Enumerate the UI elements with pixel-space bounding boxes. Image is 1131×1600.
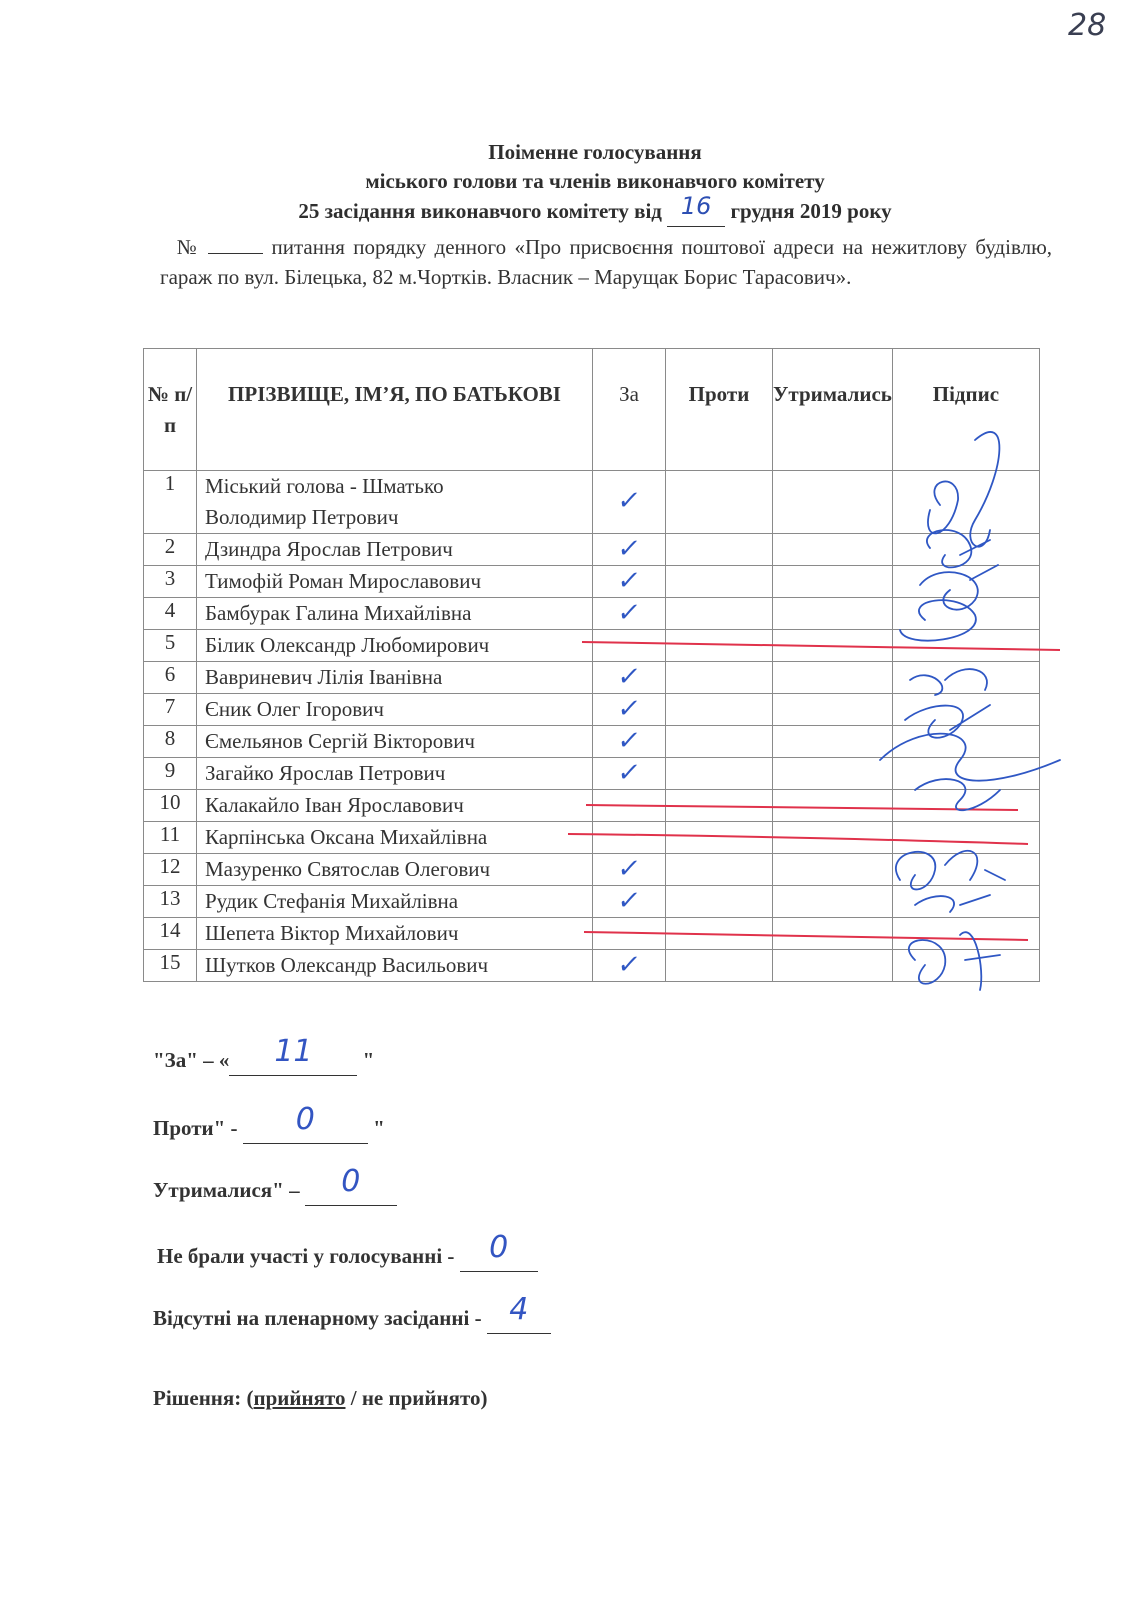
row-name-line-1: Міський голова - Шматько — [205, 474, 444, 498]
row-against-cell — [666, 758, 773, 790]
row-num: 11 — [144, 822, 197, 854]
decision-adopted: прийнято — [253, 1386, 346, 1410]
tally-against-field — [243, 1102, 368, 1144]
row-for-cell — [593, 790, 666, 822]
table-row — [144, 726, 1040, 758]
row-abstained-cell — [773, 566, 893, 598]
tally-not-voted — [157, 1230, 538, 1272]
header-signature: Підпис — [892, 349, 1039, 471]
table-row — [144, 534, 1040, 566]
header-against: Проти — [666, 349, 773, 471]
row-name: Тимофій Роман Мирославович — [197, 566, 593, 598]
row-num: 14 — [144, 918, 197, 950]
tally-not-voted-label: Не брали участі у голосуванні - — [157, 1244, 455, 1268]
tally-for-close: " — [362, 1048, 375, 1072]
row-name: Шутков Олександр Васильович — [197, 950, 593, 982]
tally-for-label: "За" – « — [153, 1048, 230, 1072]
tally-not-voted-value: 0 — [489, 1230, 509, 1265]
row-abstained-cell — [773, 918, 893, 950]
table-row — [144, 630, 1040, 662]
tally-absent-label: Відсутні на пленарному засіданні - — [153, 1306, 482, 1330]
row-for-cell — [593, 566, 666, 598]
agenda-item — [160, 232, 1052, 292]
table-row — [144, 566, 1040, 598]
row-abstained-cell — [773, 950, 893, 982]
row-against-cell — [666, 471, 773, 534]
row-name: Білик Олександр Любомирович — [197, 630, 593, 662]
checkmark-icon: ✓ — [615, 597, 643, 628]
title-line-2: міського голови та членів виконавчого комітету — [365, 169, 825, 193]
row-name: Шепета Віктор Михайлович — [197, 918, 593, 950]
row-against-cell — [666, 598, 773, 630]
row-abstained-cell — [773, 630, 893, 662]
tally-absent-field — [487, 1292, 551, 1334]
title-line-3-start: 25 засідання виконавчого комітету від — [298, 199, 662, 223]
row-name: Єник Олег Ігорович — [197, 694, 593, 726]
tally-against-value: 0 — [295, 1102, 315, 1137]
row-num: 1 — [144, 471, 197, 534]
row-for-cell — [593, 534, 666, 566]
table-row — [144, 886, 1040, 918]
row-for-cell — [593, 471, 666, 534]
table-row — [144, 950, 1040, 982]
row-against-cell — [666, 726, 773, 758]
checkmark-icon: ✓ — [615, 885, 643, 916]
checkmark-icon: ✓ — [615, 693, 643, 724]
row-name: Рудик Стефанія Михайлівна — [197, 886, 593, 918]
row-num: 5 — [144, 630, 197, 662]
row-abstained-cell — [773, 758, 893, 790]
row-signature-cell — [892, 534, 1039, 566]
checkmark-icon: ✓ — [615, 757, 643, 788]
checkmark-icon: ✓ — [615, 661, 643, 692]
row-signature-cell — [892, 950, 1039, 982]
table-header-row — [144, 349, 1040, 471]
row-against-cell — [666, 854, 773, 886]
tally-against-close: " — [373, 1116, 385, 1140]
row-against-cell — [666, 630, 773, 662]
handwritten-page-number: 28 — [1068, 8, 1107, 43]
tally-absent — [153, 1292, 551, 1334]
row-for-cell — [593, 918, 666, 950]
row-abstained-cell — [773, 534, 893, 566]
row-against-cell — [666, 694, 773, 726]
row-name: Мазуренко Святослав Олегович — [197, 854, 593, 886]
header-name: ПРІЗВИЩЕ, ІМ’Я, ПО БАТЬКОВІ — [197, 349, 593, 471]
row-against-cell — [666, 918, 773, 950]
row-for-cell — [593, 886, 666, 918]
tally-against — [153, 1102, 385, 1144]
table-row — [144, 598, 1040, 630]
row-for-cell — [593, 758, 666, 790]
row-abstained-cell — [773, 471, 893, 534]
row-name: Ємельянов Сергій Вікторович — [197, 726, 593, 758]
header-num: № п/п — [144, 349, 197, 471]
date-day-field — [667, 192, 725, 227]
tally-absent-value: 4 — [509, 1292, 529, 1327]
row-name: Карпінська Оксана Михайлівна — [197, 822, 593, 854]
row-abstained-cell — [773, 726, 893, 758]
row-signature-cell — [892, 566, 1039, 598]
table-row — [144, 758, 1040, 790]
row-num: 6 — [144, 662, 197, 694]
tally-for-value: 11 — [274, 1034, 313, 1069]
row-signature-cell — [892, 630, 1039, 662]
row-abstained-cell — [773, 694, 893, 726]
row-num: 2 — [144, 534, 197, 566]
row-for-cell — [593, 694, 666, 726]
row-signature-cell — [892, 886, 1039, 918]
row-signature-cell — [892, 790, 1039, 822]
agenda-text: питання порядку денного «Про присвоєння поштової адреси на нежитлову будівлю, гараж по вул. Білецька, 82 м.Чортків. Власник – Марущак Борис Тарасович». — [160, 235, 1053, 289]
table-row — [144, 694, 1040, 726]
table-row — [144, 854, 1040, 886]
row-for-cell — [593, 662, 666, 694]
row-against-cell — [666, 566, 773, 598]
row-num: 7 — [144, 694, 197, 726]
table-row — [144, 822, 1040, 854]
title-line-3-end: грудня 2019 року — [730, 199, 892, 223]
checkmark-icon: ✓ — [615, 853, 643, 884]
tally-abstained — [153, 1164, 397, 1206]
document-title — [150, 138, 1040, 227]
row-against-cell — [666, 950, 773, 982]
title-line-3 — [150, 192, 1040, 227]
header-for: За — [593, 349, 666, 471]
row-name: Загайко Ярослав Петрович — [197, 758, 593, 790]
row-for-cell — [593, 598, 666, 630]
agenda-number-sign: № — [176, 235, 200, 259]
tally-not-voted-field — [460, 1230, 538, 1272]
row-signature-cell — [892, 662, 1039, 694]
handwritten-date-day: 16 — [680, 192, 712, 220]
row-for-cell — [593, 854, 666, 886]
row-num: 8 — [144, 726, 197, 758]
row-for-cell — [593, 822, 666, 854]
row-name: Дзиндра Ярослав Петрович — [197, 534, 593, 566]
header-abstained: Утримались — [773, 349, 893, 471]
roll-call-table — [143, 348, 1040, 982]
decision-line — [153, 1386, 487, 1411]
row-signature-cell — [892, 854, 1039, 886]
checkmark-icon: ✓ — [615, 486, 643, 516]
row-abstained-cell — [773, 662, 893, 694]
row-abstained-cell — [773, 598, 893, 630]
row-abstained-cell — [773, 822, 893, 854]
tally-for — [153, 1034, 375, 1076]
row-abstained-cell — [773, 790, 893, 822]
checkmark-icon: ✓ — [615, 725, 643, 756]
row-name: Вавриневич Лілія Іванівна — [197, 662, 593, 694]
row-signature-cell — [892, 694, 1039, 726]
table-row — [144, 790, 1040, 822]
row-signature-cell — [892, 726, 1039, 758]
row-num: 3 — [144, 566, 197, 598]
row-name: Калакайло Іван Ярославович — [197, 790, 593, 822]
table-row — [144, 662, 1040, 694]
decision-rest: / не прийнято) — [345, 1386, 488, 1410]
tally-against-label: Проти" - — [153, 1116, 238, 1140]
row-against-cell — [666, 822, 773, 854]
table-row — [144, 918, 1040, 950]
row-num: 13 — [144, 886, 197, 918]
checkmark-icon: ✓ — [615, 949, 643, 980]
table-row — [144, 471, 1040, 534]
row-num: 10 — [144, 790, 197, 822]
row-for-cell — [593, 950, 666, 982]
row-signature-cell — [892, 918, 1039, 950]
row-for-cell — [593, 630, 666, 662]
row-name — [197, 471, 593, 534]
row-against-cell — [666, 886, 773, 918]
row-name: Бамбурак Галина Михайлівна — [197, 598, 593, 630]
row-for-cell — [593, 726, 666, 758]
tally-abstained-value: 0 — [341, 1164, 361, 1199]
tally-abstained-field — [305, 1164, 397, 1206]
row-signature-cell — [892, 822, 1039, 854]
row-num: 15 — [144, 950, 197, 982]
row-abstained-cell — [773, 854, 893, 886]
row-abstained-cell — [773, 886, 893, 918]
row-signature-cell — [892, 758, 1039, 790]
row-against-cell — [666, 790, 773, 822]
checkmark-icon: ✓ — [615, 533, 643, 564]
row-against-cell — [666, 662, 773, 694]
tally-for-field — [229, 1034, 357, 1076]
row-signature-cell — [892, 471, 1039, 534]
decision-label: Рішення: ( — [153, 1386, 254, 1410]
title-line-1: Поіменне голосування — [488, 140, 702, 164]
checkmark-icon: ✓ — [615, 565, 643, 596]
row-signature-cell — [892, 598, 1039, 630]
tally-abstained-label: Утрималися" – — [153, 1178, 300, 1202]
row-num: 4 — [144, 598, 197, 630]
agenda-number-blank — [208, 253, 263, 254]
row-name-line-2: Володимир Петрович — [205, 505, 399, 529]
row-against-cell — [666, 534, 773, 566]
row-num: 12 — [144, 854, 197, 886]
row-num: 9 — [144, 758, 197, 790]
